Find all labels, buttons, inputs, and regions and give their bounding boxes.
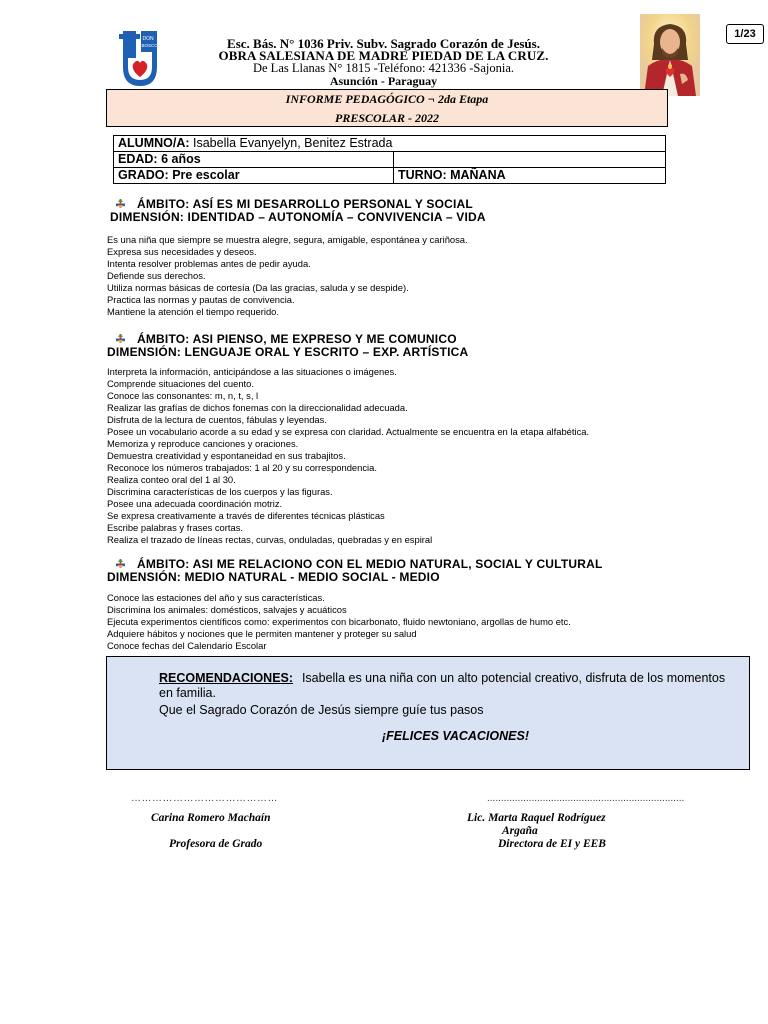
section-2-header [116,332,457,346]
recommendations-text-line1: Isabella es una niña con un alto potencial creativo, disfruta de los momentos [301,671,726,685]
bullet-arrow-icon [116,199,125,208]
section-1-ambito-text: ÁMBITO: ASÍ ES MI DESARROLLO PERSONAL Y SOCIAL [137,197,473,211]
student-grade-row [114,168,666,184]
student-grade-label: GRADO: [118,168,169,182]
student-age-cell [114,152,394,168]
list-item: Practica las normas y pautas de convivencia. [107,294,295,305]
director-name-line2: Argaña [502,825,538,837]
signature-line-right: ....................................................................... [487,793,685,804]
teacher-role: Profesora de Grado [169,838,263,850]
report-level: PRESCOLAR - 2022 [334,111,439,125]
farewell-greeting: ¡FELICES VACACIONES! [382,729,529,743]
recommendations-text [159,669,744,687]
list-item: Discrimina características de los cuerpos y las figuras. [107,486,333,497]
school-name: Esc. Bás. N° 1036 Priv. Subv. Sagrado Corazón de Jesús. [227,36,540,51]
section-2-ambito-text: ÁMBITO: ASI PIENSO, ME EXPRESO Y ME COMUNICO [137,332,457,346]
list-item: Comprende situaciones del cuento. [107,378,254,389]
list-item: Reconoce los números trabajados: 1 al 20 y su correspondencia. [107,462,377,473]
director-name: Lic. Marta Raquel Rodríguez [467,812,606,824]
student-name-value: Isabella Evanyelyn, Benitez Estrada [193,136,393,150]
list-item: Demuestra creatividad y espontaneidad en sus trabajitos. [107,450,346,461]
section-3-items [107,592,571,652]
list-item: Conoce las consonantes: m, n, t, s, l [107,390,259,401]
section-1-dimension: DIMENSIÓN: IDENTIDAD – AUTONOMÍA – CONVIVENCIA – VIDA [110,210,486,224]
section-1-header [116,197,473,211]
section-3-ambito-text: ÁMBITO: ASI ME RELACIONO CON EL MEDIO NATURAL, SOCIAL Y CULTURAL [137,557,603,571]
section-2-dimension: DIMENSIÓN: LENGUAJE ORAL Y ESCRITO – EXP. ARTÍSTICA [107,345,469,359]
student-name-cell [114,136,666,152]
school-city: Asunción - Paraguay [329,74,438,88]
empty-cell [394,152,666,168]
director-role: Directora de EI y EEB [498,838,606,850]
list-item: Adquiere hábitos y nociones que le permiten mantener y proteger su salud [107,628,417,639]
list-item: Realiza conteo oral del 1 al 30. [107,474,236,485]
student-name-row [114,136,666,152]
sacred-heart-portrait-icon [640,14,700,96]
list-item: Discrimina los animales: domésticos, salvajes y acuáticos [107,604,347,615]
student-shift-label: TURNO: [398,168,447,182]
list-item: Disfruta de la lectura de cuentos, fábulas y leyendas. [107,414,327,425]
list-item: Conoce las estaciones del año y sus características. [107,592,325,603]
report-title-box [106,89,668,127]
student-age-row [114,152,666,168]
list-item: Conoce fechas del Calendario Escolar [107,640,267,651]
report-title: INFORME PEDAGÓGICO ¬ 2da Etapa [285,92,489,106]
list-item: Ejecuta experimentos científicos como: experimentos con bicarbonato, fluido newtoniano, argollas de humo etc. [107,616,571,627]
list-item: Utiliza normas básicas de cortesía (Da las gracias, saluda y se despide). [107,282,409,293]
logo-text-bottom: BOSCO [141,43,158,48]
list-item: Defiende sus derechos. [107,270,206,281]
recommendations-box [106,656,750,770]
student-grade-value: Pre escolar [172,168,240,182]
list-item: Mantiene la atención el tiempo requerido. [107,306,279,317]
student-age-value: 6 años [161,152,201,166]
signature-line-left: …………………………………… [131,793,278,804]
school-address: De Las Llanas N° 1815 -Teléfono: 421336 -Sajonia. [252,61,514,75]
list-item: Se expresa creativamente a través de diferentes técnicas plásticas [107,510,385,521]
list-item: Memoriza y reproduce canciones y oraciones. [107,438,299,449]
list-item: Realizar las grafías de dichos fonemas con la direccionalidad adecuada. [107,402,408,413]
list-item: Es una niña que siempre se muestra alegre, segura, amigable, espontánea y cariñosa. [107,234,468,245]
section-1-ambito [116,197,473,211]
student-grade-cell [114,168,394,184]
sacred-heart-portrait-image [640,14,700,96]
student-age-label: EDAD: [118,152,158,166]
recommendations-label: RECOMENDACIONES: [159,671,294,685]
section-3-ambito [116,557,602,571]
section-1-items [107,234,468,318]
bullet-arrow-icon [116,334,125,343]
section-3-dimension: DIMENSIÓN: MEDIO NATURAL - MEDIO SOCIAL - MEDIO [107,570,440,584]
section-2-items [107,366,589,546]
school-organization: OBRA SALESIANA DE MADRE PIEDAD DE LA CRUZ. [218,48,549,63]
list-item: Escribe palabras y frases cortas. [107,522,243,533]
list-item: Realiza el trazado de líneas rectas, curvas, onduladas, quebradas y en espiral [107,534,433,545]
recommendations-text-line2: en familia. [159,686,216,700]
student-shift-cell [394,168,666,184]
student-name-label: ALUMNO/A: [118,136,190,150]
logo-text-top: DON [142,36,154,42]
list-item: Posee una adecuada coordinación motriz. [107,498,283,509]
section-3-header [116,557,602,571]
bullet-arrow-icon [116,559,125,568]
section-2-ambito [116,332,457,346]
student-info-table [113,135,666,184]
list-item: Interpreta la información, anticipándose a las situaciones o imágenes. [107,366,397,377]
teacher-name: Carina Romero Machaín [151,812,271,824]
page-counter: 1/23 [726,24,764,44]
student-shift-value: MAÑANA [450,168,506,182]
list-item: Expresa sus necesidades y deseos. [107,246,257,257]
list-item: Intenta resolver problemas antes de pedir ayuda. [107,258,311,269]
recommendations-text-line3: Que el Sagrado Corazón de Jesús siempre guíe tus pasos [159,703,484,717]
list-item: Posee un vocabulario acorde a su edad y se expresa con claridad. Actualmente se encuentra en la etapa alfabética. [107,426,590,437]
